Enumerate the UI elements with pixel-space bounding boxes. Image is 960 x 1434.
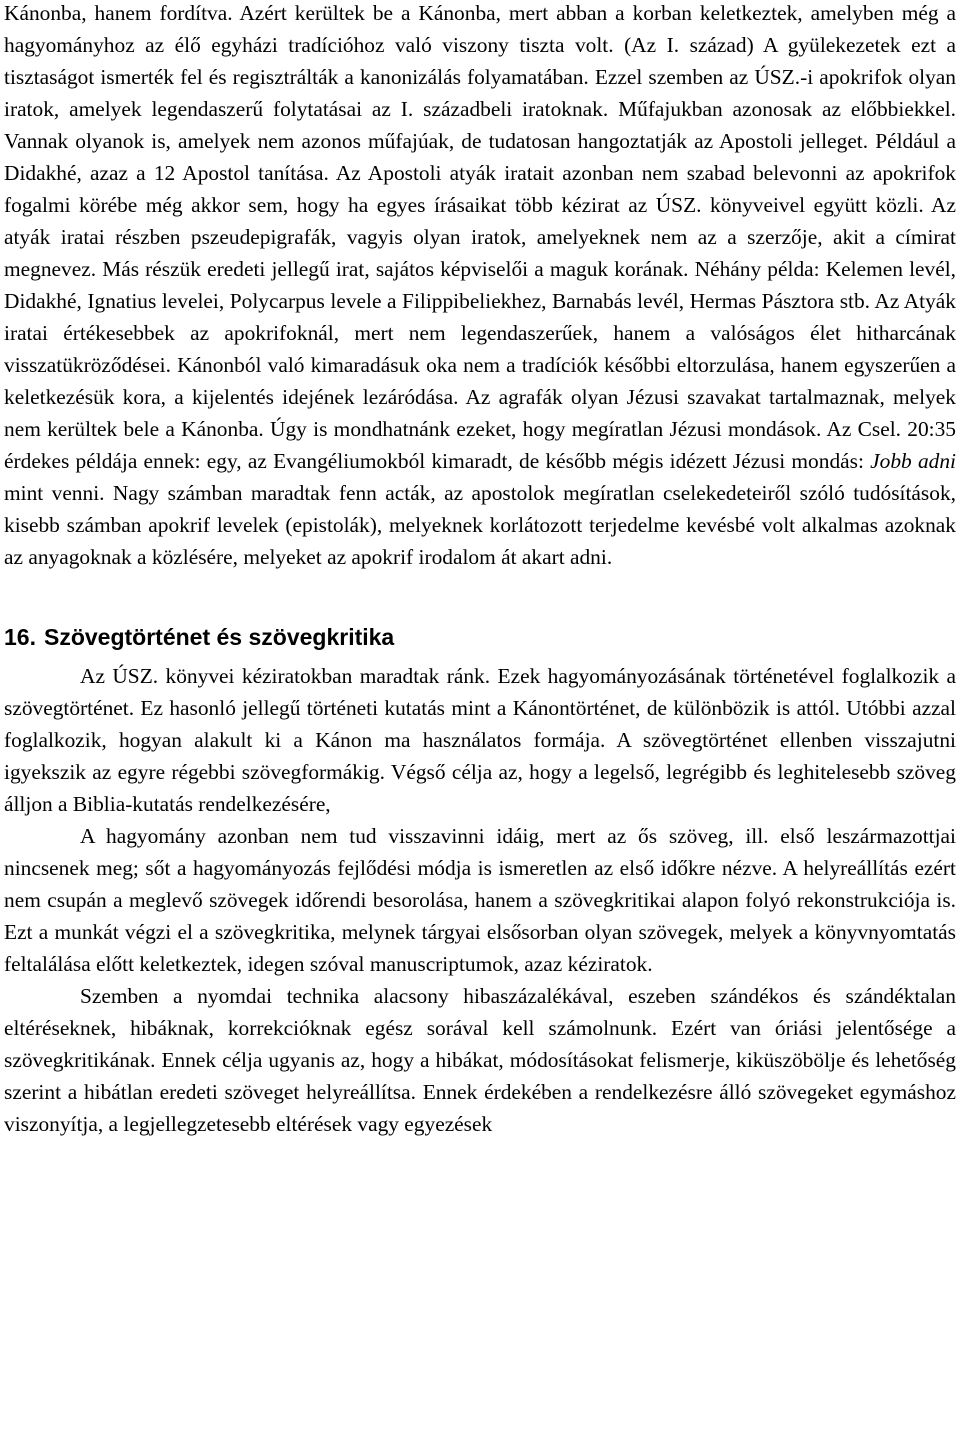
paragraph-text: mint venni. Nagy számban maradtak fenn acták, az apostolok megíratlan cselekedeteiről szóló tudósítások, kisebb számban apokrif levelek (epistolák), melyeknek korlátozott terjedelme kevésbé volt alkalmas azoknak az anyagoknak a közlésére, melyeket az apokrif irodalom át akart adni. [4,481,956,569]
document-page [4,0,956,1140]
section-number: 16. [4,624,36,650]
paragraph-text-history: Az ÚSZ. könyvei kéziratokban maradtak ránk. Ezek hagyományozásának történetével foglalkozik a szövegtörténet. Ez hasonló jellegű történeti kutatás mint a Kánontörténet, de különbözik is attól. Utóbbi azzal foglalkozik, hogyan alakult ki a Kánon ma használatos formája. A szövegtörténet ellenben visszajutni igyekszik az egyre régebbi szövegformákig. Végső célja az, hogy a legelső, legrégibb és leghitelesebb szöveg álljon a Biblia-kutatás rendelkezésére, [4,664,956,816]
section-title: Szövegtörténet és szövegkritika [43,624,395,650]
section-heading [4,621,956,653]
paragraph-apocrypha [4,0,956,573]
paragraph-text: Kánonba, hanem fordítva. Azért kerültek be a Kánonba, mert abban a korban keletkeztek, amelyben még a hagyományhoz az élő egyházi tradícióhoz való viszony tiszta volt. (Az I. század) A gyülekezetek ezt a tisztaságot ismerték fel és regisztrálták a kanonizálás folyamatában. Ezzel szemben az ÚSZ.-i apokrifok olyan iratok, amelyek legendaszerű folytatásai az I. századbeli iratoknak. Műfajukban azonosak az előbbiekkel. Vannak olyanok is, amelyek nem azonos műfajúak, de tudatosan hangoztatják az Apostoli jelleget. Például a Didakhé, azaz a 12 Apostol tanítása. Az Apostoli atyák iratait azonban nem szabad belevonni az apokrifok fogalmi körébe még akkor sem, hogy ha egyes írásaikat több kézirat az ÚSZ. könyveivel együtt közli. Az atyák iratai részben pszeudepigrafák, vagyis olyan iratok, amelyeknek nem az a szerzője, akit a címirat megnevez. Más részük eredeti jellegű irat, sajátos képviselői a maguk korának. Néhány példa: Kelemen levél, Didakhé, Ignatius levelei, Polycarpus levele a Filippibeliekhez, Barnabás levél, Hermas Pásztora stb. Az Atyák iratai értékesebbek az apokrifoknál, mert nem legendaszerűek, hanem a valóságos élet hitharcának visszatükröződései. Kánonból való kimaradásuk oka nem a tradíciók későbbi eltorzulása, hanem egyszerűen a keletkezésük kora, a kijelentés idejének lezáródása. Az agrafák olyan Jézusi szavakat tartalmaznak, melyek nem kerültek bele a Kánonba. Úgy is mondhatnánk ezeket, hogy megíratlan Jézusi mondások. Az Csel. 20:35 érdekes példája ennek: egy, az Evangéliumokból kimaradt, de később mégis idézett Jézusi mondás: [4,1,956,473]
paragraph-text-criticism: Szemben a nyomdai technika alacsony hibaszázalékával, eszeben szándékos és szándéktalan eltéréseknek, hibáknak, korrekcióknak egész sorával kell számolnunk. Ezért van óriási jelentősége a szövegkritikának. Ennek célja ugyanis az, hogy a hibákat, módosításokat felismerje, kiküszöbölje és lehetőség szerint a hibátlan eredeti szöveget helyreállítsa. Ennek érdekében a rendelkezésre álló szövegeket egymáshoz viszonyítja, a legjellegzetesebb eltérések vagy egyezések [4,984,956,1136]
italic-quote: Jobb adni [870,449,956,473]
paragraph-tradition: A hagyomány azonban nem tud visszavinni idáig, mert az ős szöveg, ill. első leszármazottjai nincsenek meg; sőt a hagyományozás fejlődési módja is ismeretlen az első időkre nézve. A helyreállítás ezért nem csupán a meglevő szövegek időrendi besorolása, hanem a szövegkritikai alapon folyó rekonstrukciója is. Ezt a munkát végzi el a szövegkritika, melynek tárgyai elsősorban olyan szövegek, melyek a könyvnyomtatás feltalálása előtt keletkeztek, idegen szóval manuscriptumok, azaz kéziratok. [4,824,956,976]
